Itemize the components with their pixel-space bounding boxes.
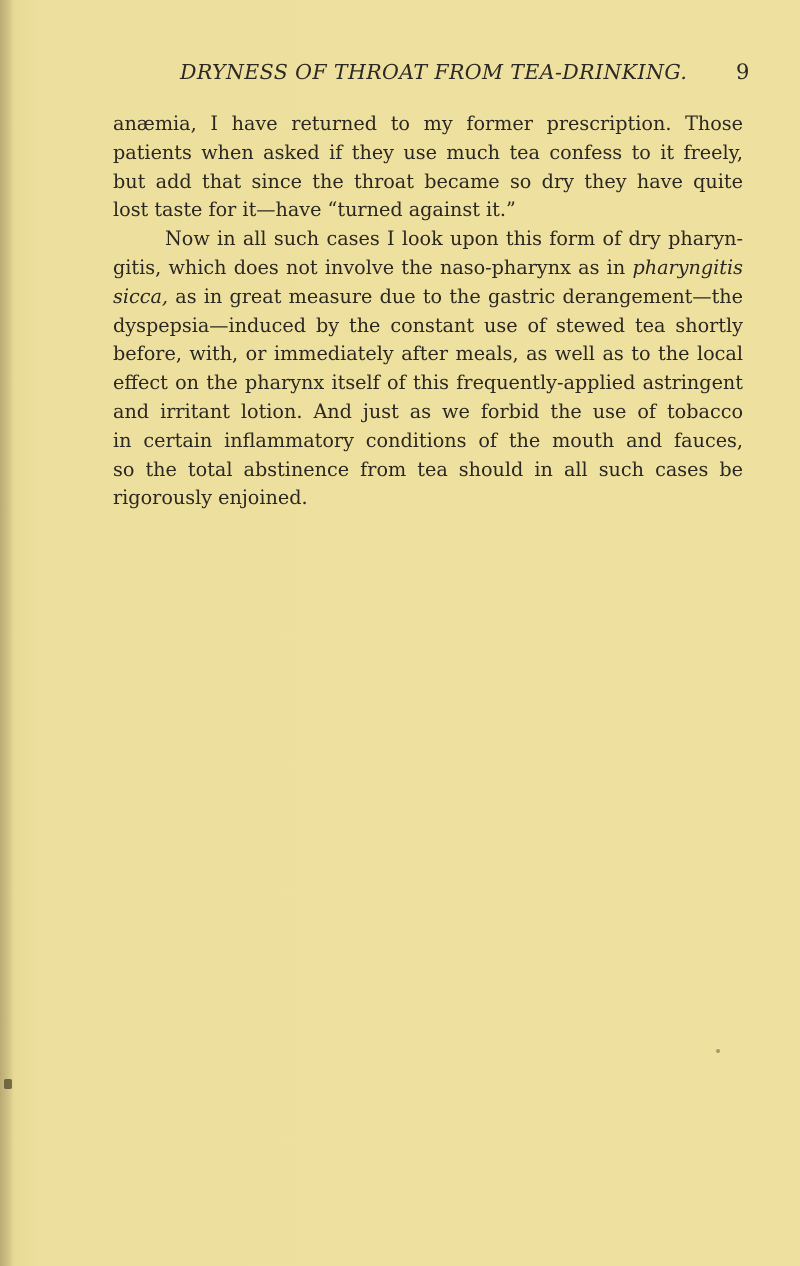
paper-speck — [4, 1079, 12, 1089]
text-line: Now in all such cases I look upon this form of dry pharyn- — [165, 227, 743, 251]
text-line: anæmia, I have returned to my former prescription. Those — [113, 112, 743, 135]
paper-speck — [716, 1049, 720, 1053]
text-line: effect on the pharynx itself of this frequently-applied astringent — [113, 371, 743, 395]
text-line: before, with, or immediately after meals, as well as to the local — [113, 342, 743, 366]
text-segment: gitis, which does not involve the naso-pharynx as in — [113, 255, 626, 279]
text-line: in certain inflammatory conditions of the mouth and fauces, — [113, 428, 743, 452]
text-line: but add that since the throat became so dry they have quite — [113, 169, 743, 193]
italic-term: pharyngitis — [632, 255, 743, 279]
text-line: rigorously enjoined. — [113, 486, 308, 510]
running-head — [180, 58, 770, 88]
text-line: patients when asked if they use much tea confess to it freely, — [113, 140, 743, 164]
running-title: DRYNESS OF THROAT FROM TEA-DRINKING. — [180, 60, 688, 84]
text-line: and irritant lotion. And just as we forbid the use of tobacco — [113, 399, 743, 423]
italic-term: sicca, — [113, 284, 169, 308]
text-line-with-italic — [113, 283, 743, 312]
text-line: so the total abstinence from tea should in all such cases be — [113, 457, 743, 481]
page-number: 9 — [736, 60, 750, 84]
text-segment: as in great measure due to the gastric derangement—the — [175, 284, 743, 308]
binding-gutter-shadow — [0, 0, 14, 1266]
text-line: dyspepsia—induced by the constant use of stewed tea shortly — [113, 313, 743, 337]
text-line: lost taste for it—have “turned against it.” — [113, 198, 516, 222]
text-line-with-italic — [113, 254, 743, 283]
body-text — [113, 110, 743, 513]
